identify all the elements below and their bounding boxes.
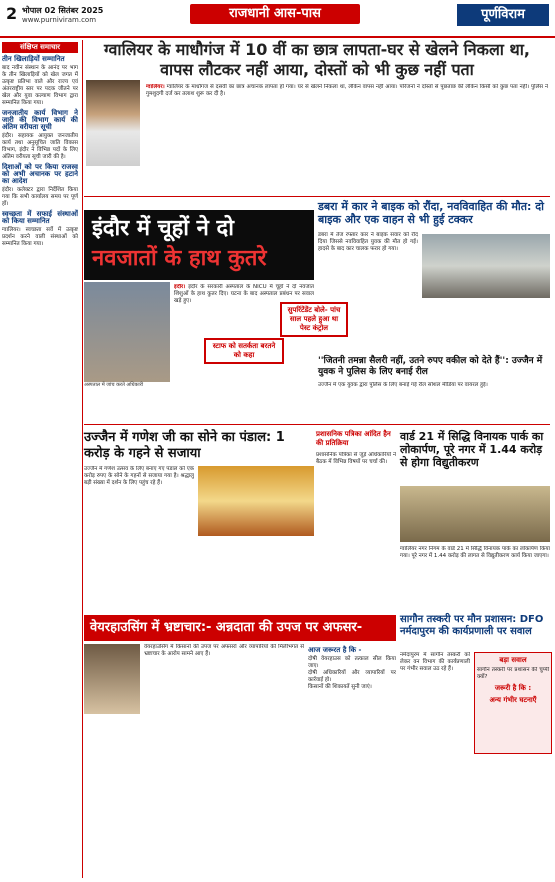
park-inauguration-photo (400, 486, 550, 542)
story7-point: दोषी अधिकारियों और व्यापारियों पर कार्रवाई हो। (308, 670, 396, 683)
accident-car-photo (422, 234, 550, 298)
story8-sidebox (474, 652, 552, 754)
brief-heading: तीन खिलाड़ियों सम्मानित (2, 55, 65, 63)
brief-body: इंदौर। सहायक आयुक्त जनजातीय कार्य तथा अनुसूचित जाति विकास विभाग, इंदौर ने विभिन्न पदों के लिए अंतिम वरीयता सूची जारी की है। (2, 133, 78, 160)
brief-heading: दिशाओं को पर किया राजस्व को अभी अचानक पर हटाने का आदेश (2, 163, 78, 185)
story8-body: नर्मदापुरम में सागौन तस्करी को लेकर वन विभाग की कार्यप्रणाली पर गंभीर सवाल उठ रहे हैं। (400, 652, 470, 672)
story3-headline: डबरा में कार ने बाइक को रौंदा, नवविवाहित की मौत: दो बाइक और एक वाहन से भी हुई टक्कर (318, 200, 544, 226)
story7-points (308, 644, 396, 878)
story2-text: इंदौर के सरकारी अस्पताल के NICU में चूहों ने दो नवजात शिशुओं के हाथ कुतर दिए। घटना के बाद अस्पताल प्रबंधन पर सवाल खड़े हुए। (174, 284, 314, 304)
story8-box-body: सागौन तस्करी पर प्रशासन की चुप्पी क्यों? (477, 667, 549, 680)
story7-point: दोषी वेयरहाउस को तत्काल सील किया जाए। (308, 656, 396, 669)
story7-point: किसानों की शिकायतें सुनी जाएं। (308, 684, 372, 690)
story3-quote-body: उज्जैन में एक युवक द्वारा पुलिस के लिए बनाई गई रील सोशल मीडिया पर वायरल हुई। (318, 382, 488, 388)
story1-text: ग्वालियर के माधौगंज से दसवीं का छात्र अचानक लापता हो गया। घर से खेलने निकला था, लेकिन वापस नहीं आया। परिजनों ने दोस्तों से पूछताछ की लेकिन किसी को कुछ पता नहीं। पुलिस ने गुमशुदगी दर्ज कर तलाश शुरू कर दी है। (146, 84, 548, 97)
page-number: 2 (6, 4, 18, 23)
story4-headline: उज्जैन में गणेश जी का सोने का पंडाल: 1 करोड़ के गहने से सजाया (84, 430, 285, 461)
story2-callout-pestcontrol: सुपरिंटेंडेंट बोले- पांच साल पहले हुआ था पेस्ट कंट्रोल (280, 302, 348, 337)
website-url[interactable]: www.purniviram.com (22, 16, 97, 24)
story3-body: डबरा में तेज रफ्तार कार ने बाइक सवार को रौंद दिया जिससे नवविवाहित युवक की मौत हो गई। हादसे के बाद कार चालक फरार हो गया। (318, 232, 418, 252)
brief-body: ग्वालियर। स्वच्छता सर्वे में उत्कृष्ट प्रदर्शन करने वाली संस्थाओं को सम्मानित किया गया। (2, 227, 78, 247)
story3-quote-headline: ''जितनी तमन्ना सैलरी नहीं, उतने रुपए वकील को देते हैं'': उज्जैन में युवक ने पुलिस के लिए बनाई रील (318, 356, 543, 377)
story2-callout-staff: स्टाफ को सतर्कता बरतने को कहा (204, 338, 284, 364)
sidebar-column (2, 42, 78, 876)
story7-body: वेयरहाउसिंग में किसानों की उपज पर अफसरों और व्यापारियों की मिलीभगत से भ्रष्टाचार के आरोप सामने आए हैं। (144, 644, 304, 657)
story8-box2-heading: जरूरी है कि : (494, 684, 532, 692)
sidebar-briefs (0, 40, 83, 878)
story1-body (146, 84, 548, 194)
story7-points-heading: आज जरूरत है कि - (308, 646, 362, 654)
story7-banner: वेयरहाउसिंग में भ्रष्टाचार:- अन्नदाता की उपज पर अफसर- (84, 615, 396, 641)
edition-date: भोपाल 02 सितंबर 2025 (22, 6, 104, 15)
page-header (0, 0, 555, 38)
masthead-brand: पूर्णविराम (457, 4, 549, 26)
story2-banner-line1: इंदौर में चूहों ने दो (92, 216, 234, 241)
hospital-photo (84, 282, 170, 382)
story2-banner (84, 210, 314, 280)
story1-dateline: ग्वालियर। (146, 84, 165, 90)
brief-body: इंदौर। कलेक्टर द्वारा निर्देशित किया गया कि सभी कार्यालय समय पर पूर्ण हों। (2, 187, 78, 207)
warehouse-person-photo (84, 644, 140, 714)
story2-banner-line2: नवजातों के हाथ कुतरे (92, 246, 267, 271)
story5-headline: प्रशासनिक पत्रिका आंदित हैन की प्रतिक्रिया (316, 430, 391, 447)
missing-student-photo (86, 80, 140, 166)
story6-headline: वार्ड 21 में सिद्धि विनायक पार्क का लोकार्पण, पूरे नगर में 1.44 करोड़ से होगा विद्युतीकरण (400, 430, 544, 469)
divider (84, 424, 550, 425)
brief-heading: स्वच्छता में सफाई संस्थाओं को किया सम्मानित (2, 210, 78, 225)
story8-box-heading: बड़ा सवाल (499, 656, 527, 664)
ganesh-pandal-photo (198, 466, 314, 536)
brief-body: बाद नवीन संस्थान के आनंद पर भाग के तीन खिलाड़ियों को खेल जगत में उत्कृष्ट प्रतिभा वाले और राज्य एवं अंतरराष्ट्रीय स्तर पर पदक जीतने पर खेल और युवा कल्याण विभाग द्वारा सम्मानित किया गया। (2, 65, 78, 106)
brief-heading: जनजातीय कार्य विभाग ने जारी की विभाग कार्य की अंतिम वरीयता सूची (2, 109, 78, 131)
story8-box3-heading: अन्य गंभीर घटनाएँ (489, 696, 537, 704)
story1-headline: ग्वालियर के माधौगंज में 10 वीं का छात्र लापता-घर से खेलने निकला था, वापस लौटकर नहीं आया, दोस्तों को भी कुछ नहीं पता (104, 40, 530, 79)
story4-body: उज्जैन में गणेश उत्सव के लिए बनाए गए पंडाल को एक करोड़ रुपए के सोने के गहनों से सजाया गया है। श्रद्धालु बड़ी संख्या में दर्शन के लिए पहुंच रहे हैं। (84, 466, 194, 486)
photo-caption: अस्पताल में जांच करते अधिकारी (84, 382, 170, 388)
story2-dateline: इंदौर। (174, 284, 186, 290)
sidebar-tag: संक्षिप्त समाचार (2, 42, 78, 53)
story8-headline: सागौन तस्करी पर मौन प्रशासन: DFO नर्मदापुरम की कार्यप्रणाली पर सवाल (400, 614, 544, 637)
section-title: राजधानी आस-पास (190, 4, 360, 24)
story6-body: ग्वालियर नगर निगम के वार्ड 21 में सिद्धि विनायक पार्क का लोकार्पण किया गया। पूरे नगर में 1.44 करोड़ की लागत से विद्युतीकरण कार्य किया जाएगा। (400, 546, 550, 559)
divider (84, 196, 550, 197)
story5-body: प्रशासनिक पत्रिका से जुड़े अधिकारियों ने बैठक में विभिन्न विषयों पर चर्चा की। (316, 452, 396, 465)
